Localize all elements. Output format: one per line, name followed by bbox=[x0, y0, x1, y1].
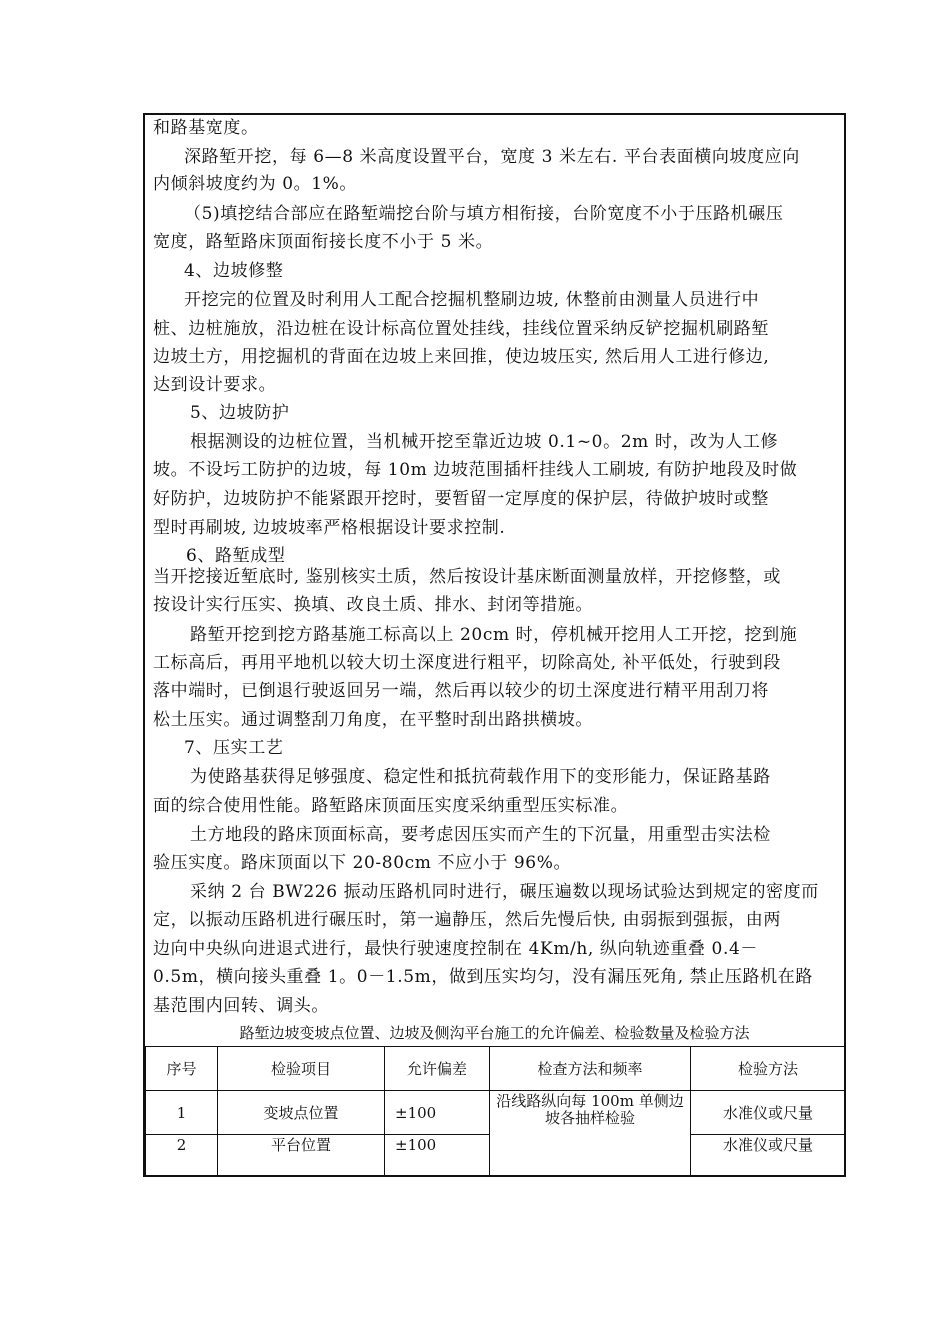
text-line: 型时再刷坡, 边坡坡率严格根据设计要求控制. bbox=[153, 518, 506, 538]
tolerance-value: ±100 bbox=[385, 1091, 490, 1135]
text-line: 和路基宽度。 bbox=[153, 118, 259, 138]
text-line: 工标高后，再用平地机以较大切土深度进行粗平，切除高处, 补平低处，行驶到段 bbox=[153, 653, 782, 673]
text-line: 宽度，路堑路床顶面衔接长度不小于 5 米。 bbox=[153, 232, 494, 252]
text-line: 松土压实。通过调整刮刀角度，在平整时刮出路拱横坡。 bbox=[153, 710, 593, 730]
text-line: 为使路基获得足够强度、稳定性和抵抗荷载作用下的变形能力，保证路基路 bbox=[190, 767, 771, 787]
header-cell: 序号 bbox=[146, 1047, 218, 1091]
table-row bbox=[146, 1091, 846, 1135]
inspection-method: 水准仪或尺量 bbox=[691, 1091, 846, 1135]
text-line: 桩、边桩施放，沿边桩在设计标高位置处挂线，挂线位置采纳反铲挖掘机刷路堑 bbox=[153, 319, 769, 339]
text-line: 0.5m，横向接头重叠 1。0－1.5m，做到压实均匀，没有漏压死角, 禁止压路机在路 bbox=[153, 967, 813, 987]
table-header-row bbox=[146, 1047, 846, 1091]
inspection-frequency: 沿线路纵向每 100m 单侧边坡各抽样检验 bbox=[490, 1091, 691, 1177]
header-cell: 允许偏差 bbox=[385, 1047, 490, 1091]
section-heading: 7、压实工艺 bbox=[184, 738, 284, 758]
text-line: 路堑开挖到挖方路基施工标高以上 20cm 时，停机械开挖用人工开挖，挖到施 bbox=[190, 625, 798, 645]
inspection-item: 平台位置 bbox=[218, 1135, 385, 1177]
text-line: 边坡土方，用挖掘机的背面在边坡上来回推，使边坡压实, 然后用人工进行修边, bbox=[153, 347, 770, 367]
text-line: 落中端时，已倒退行驶返回另一端，然后再以较少的切土深度进行精平用刮刀将 bbox=[153, 681, 769, 701]
inspection-table bbox=[145, 1046, 846, 1177]
text-line: 坡。不设圬工防护的边坡，每 10m 边坡范围插杆挂线人工刷坡, 有防护地段及时做 bbox=[153, 460, 798, 480]
header-cell: 检验方法 bbox=[691, 1047, 846, 1091]
row-number: 2 bbox=[146, 1135, 218, 1177]
text-line: 定，以振动压路机进行碾压时，第一遍静压，然后先慢后快, 由弱振到强振，由两 bbox=[153, 910, 782, 930]
inspection-item: 变坡点位置 bbox=[218, 1091, 385, 1135]
text-line: 开挖完的位置及时利用人工配合挖掘机整刷边坡, 休整前由测量人员进行中 bbox=[184, 290, 760, 310]
text-line: （5)填挖结合部应在路堑端挖台阶与填方相衔接，台阶宽度不小于压路机碾压 bbox=[184, 204, 784, 224]
text-line: 内倾斜坡度约为 0。1%。 bbox=[153, 174, 357, 194]
inspection-method: 水准仪或尺量 bbox=[691, 1135, 846, 1177]
text-line: 根据测设的边桩位置，当机械开挖至靠近边坡 0.1~0。2m 时，改为人工修 bbox=[190, 432, 779, 452]
header-cell: 检验项目 bbox=[218, 1047, 385, 1091]
text-line: 深路堑开挖，每 6—8 米高度设置平台，宽度 3 米左右. 平台表面横向坡度应向 bbox=[184, 147, 800, 167]
header-cell: 检查方法和频率 bbox=[490, 1047, 691, 1091]
text-line: 达到设计要求。 bbox=[153, 375, 277, 395]
tolerance-value: ±100 bbox=[385, 1135, 490, 1177]
text-line: 验压实度。路床顶面以下 20-80cm 不应小于 96%。 bbox=[153, 853, 572, 873]
section-heading: 6、路堑成型 bbox=[186, 546, 286, 566]
text-line: 采纳 2 台 BW226 振动压路机同时进行，碾压遍数以现场试验达到规定的密度而 bbox=[190, 882, 819, 902]
text-line: 按设计实行压实、换填、改良土质、排水、封闭等措施。 bbox=[153, 595, 593, 615]
section-heading: 5、边坡防护 bbox=[190, 403, 290, 423]
text-line: 土方地段的路床顶面标高，要考虑因压实而产生的下沉量，用重型击实法检 bbox=[190, 825, 771, 845]
table-caption: 路堑边坡变坡点位置、边坡及侧沟平台施工的允许偏差、检验数量及检验方法 bbox=[239, 1024, 750, 1042]
text-line: 基范围内回转、调头。 bbox=[153, 996, 329, 1016]
text-line: 边向中央纵向进退式进行，最快行驶速度控制在 4Km/h, 纵向轨迹重叠 0.4－ bbox=[153, 939, 758, 959]
row-number: 1 bbox=[146, 1091, 218, 1135]
text-line: 当开挖接近堑底时, 鉴别核实土质，然后按设计基床断面测量放样，开挖修整，或 bbox=[153, 567, 782, 587]
text-line: 好防护，边坡防护不能紧跟开挖时，要暂留一定厚度的保护层，待做护坡时或整 bbox=[153, 489, 769, 509]
section-heading: 4、边坡修整 bbox=[184, 261, 284, 281]
text-line: 面的综合使用性能。路堑路床顶面压实度采纳重型压实标准。 bbox=[153, 796, 629, 816]
